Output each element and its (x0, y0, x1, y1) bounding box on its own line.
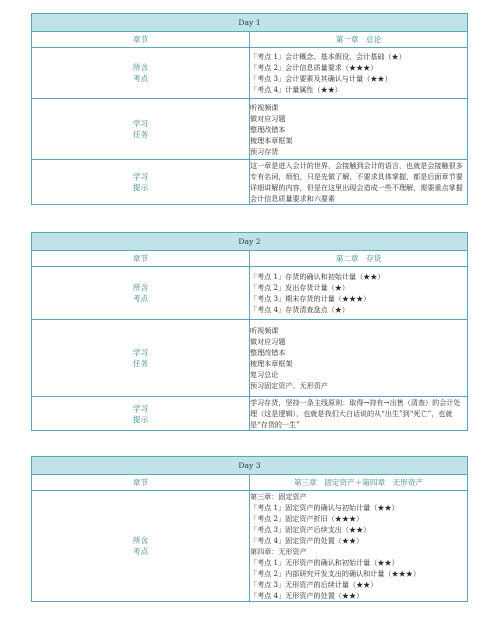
tasks-label: 学习 任务 (32, 320, 250, 397)
tasks-list (250, 99, 468, 160)
point-item: 「考点 4」无形资产的处置（★★） (250, 591, 364, 600)
chapter-label: 章节 (32, 251, 250, 267)
point-item: 「考点 4」计量属性（★★） (250, 85, 342, 94)
task-item: 梳理本章框架 (250, 135, 293, 145)
points-list (250, 267, 468, 320)
point-item: 「考点 1」无形资产的确认和初始计量（★★） (250, 558, 399, 567)
tips-label: 学习 提示 (32, 160, 250, 205)
task-item: 梳理本章框架 (250, 359, 293, 368)
tip-text: 这一章是进入会计的世界，会接触到会计的语言，也就是会接触很多专有名词，烦怕，只是先做了解，不要求具体掌握，都是后面章节要详细讲解的内容，但是在这里出现会造成一些不理解，需要重点掌握会计信息质量要求和六要素 (250, 160, 468, 205)
chapter-label: 章节 (32, 475, 250, 491)
task-item: 做对应习题 (250, 113, 286, 123)
points-list (250, 48, 468, 99)
tip-text: 学习存货，坚持一条主线原则：取得→持有→出售（清查）的会计处理（这是逻辑），也就是我们大白话说的从“出生”到“死亡”，也就是“存货的一生” (250, 397, 468, 431)
point-item: 「考点 3」会计要素及其确认与计量（★★） (250, 74, 392, 83)
point-item: 「考点 2」会计信息质量要求（★★★） (250, 63, 378, 72)
section-heading: 第三章：固定资产 (250, 492, 307, 501)
point-item: 「考点 2」固定资产折旧（★★★） (250, 514, 364, 523)
task-item: 预习固定资产、无形资产 (250, 381, 329, 390)
point-item: 「考点 2」内部研究开发支出的确认和计量（★★★） (250, 569, 420, 578)
point-item: 「考点 1」固定资产的确认与初始计量（★★） (250, 503, 399, 512)
task-item: 整理改错本 (250, 124, 286, 134)
tasks-list (250, 320, 468, 397)
points-label: 所含 考点 (32, 48, 250, 99)
day-title: Day 3 (32, 457, 468, 475)
task-item: 整理改错本 (250, 348, 286, 357)
point-item: 「考点 1」会计概念、基本假设、会计基础（★） (250, 52, 406, 61)
day-title: Day 2 (32, 233, 468, 251)
task-item: 听视频课 (250, 326, 279, 335)
chapter-label: 章节 (32, 32, 250, 48)
chapter-title: 第三章 固定资产＋第四章 无形资产 (250, 475, 468, 491)
points-label: 所含 考点 (32, 491, 250, 602)
point-item: 「考点 4」存货清查盘点（★） (250, 305, 349, 314)
point-item: 「考点 3」固定资产后续支出（★★） (250, 525, 371, 534)
task-item: 做对应习题 (250, 337, 286, 346)
point-item: 「考点 3」期末存货的计量（★★★） (250, 294, 371, 303)
point-item: 「考点 4」固定资产的处置（★★） (250, 536, 364, 545)
day-title: Day 1 (32, 14, 468, 32)
task-item: 复习总论 (250, 370, 279, 379)
points-label: 所含 考点 (32, 267, 250, 320)
points-list (250, 491, 468, 602)
point-item: 「考点 3」无形资产的后续计量（★★） (250, 580, 378, 589)
chapter-title: 第二章 存货 (250, 251, 468, 267)
task-item: 预习存货 (250, 146, 279, 156)
task-item: 听视频课 (250, 102, 279, 112)
day-2-table (31, 232, 468, 431)
tips-label: 学习 提示 (32, 397, 250, 431)
point-item: 「考点 1」存货的确认和初始计量（★★） (250, 272, 385, 281)
day-1-table (31, 13, 468, 205)
chapter-title: 第一章 总论 (250, 32, 468, 48)
point-item: 「考点 2」发出存货计量（★） (250, 283, 349, 292)
section-heading: 第四章：无形资产 (250, 547, 307, 556)
day-3-table (31, 456, 468, 602)
tasks-label: 学习 任务 (32, 99, 250, 160)
